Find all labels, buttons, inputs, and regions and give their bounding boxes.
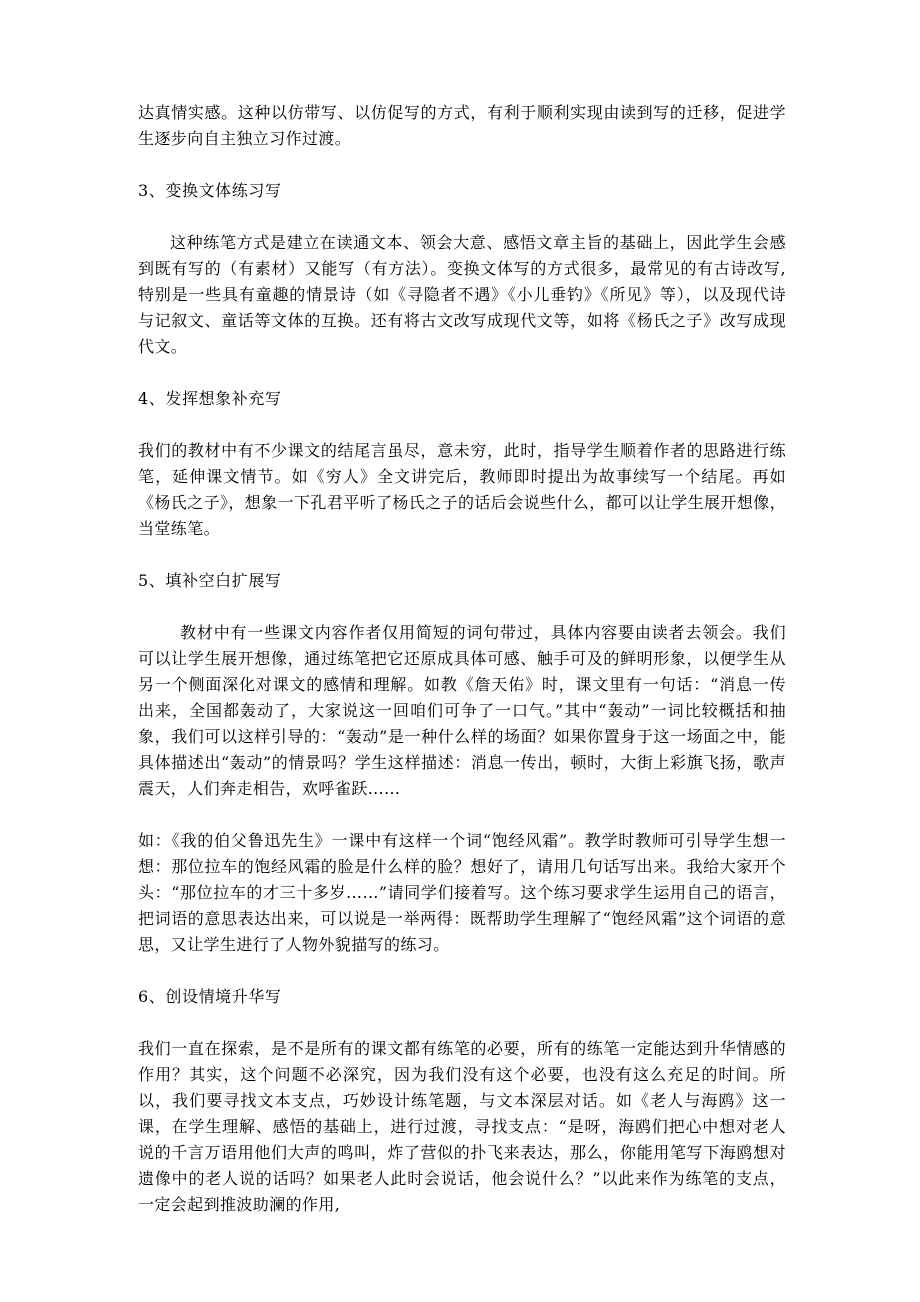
paragraph-gap: [138, 594, 786, 620]
paragraph-intro: 达真情实感。这种以仿带写、以仿促写的方式，有利于顺利实现由读到写的迁移，促进学生逐步向自主独立习作过渡。: [138, 103, 786, 148]
document-page: [138, 100, 786, 1218]
section-heading-6: 6、创设情境升华写: [138, 987, 282, 1006]
paragraph-section-5b: 如：《我的伯父鲁迅先生》一课中有这样一个词“饱经风霜”。教学时教师可引导学生想一想：那位拉车的饱经风霜的脸是什么样的脸？想好了，请用几句话写出来。我给大家开个头：“那位拉车的才三十多岁……”请同学们接着写。这个练习要求学生运用自己的语言，把词语的意思表达出来，可以说是一举两得：既帮助学生理解了“饱经风霜”这个词语的意思，又让学生进行了人物外貌描写的练习。: [138, 831, 786, 954]
paragraph-gap: [138, 802, 786, 828]
paragraph-section-3: 这种练笔方式是建立在读通文本、领会大意、感悟文章主旨的基础上，因此学生会感到既有写的（有素材）又能写（有方法）。变换文体写的方式很多，最常见的有古诗改写,特别是一些具有童趣的情景诗（如《寻隐者不遇》《小儿垂钓》《所见》等），以及现代诗与记叙文、童话等文体的互换。还有将古文改写成现代文等，如将《杨氏之子》改写成现代文。: [138, 233, 786, 356]
paragraph-gap: [138, 412, 786, 438]
paragraph-section-5a: 教材中有一些课文内容作者仅用简短的词句带过，具体内容要由读者去领会。我们可以让学生展开想像，通过练笔把它还原成具体可感、触手可及的鲜明形象，以便学生从另一个侧面深化对课文的感情和理解。如教《詹天佑》时，课文里有一句话：“消息一传出来，全国都轰动了，大家说这一回咱们可争了一口气。”其中“轰动”一词比较概括和抽象，我们可以这样引导的：“轰动”是一种什么样的场面？如果你置身于这一场面之中，能具体描述出“轰动”的情景吗？学生这样描述：消息一传出，顿时，大街上彩旗飞扬，歌声震天，人们奔走相告，欢呼雀跃……: [138, 623, 786, 798]
section-heading-3: 3、变换文体练习写: [138, 181, 282, 200]
paragraph-gap: [138, 360, 786, 386]
paragraph-gap: [138, 152, 786, 178]
paragraph-section-4: 我们的教材中有不少课文的结尾言虽尽，意未穷，此时，指导学生顺着作者的思路进行练笔，延伸课文情节。如《穷人》全文讲完后，教师即时提出为故事续写一个结尾。再如《杨氏之子》，想象一下孔君平听了杨氏之子的话后会说些什么，都可以让学生展开想像，当堂练笔。: [138, 441, 787, 538]
paragraph-gap: [138, 204, 786, 230]
paragraph-gap: [138, 542, 786, 568]
paragraph-gap: [138, 1010, 786, 1036]
section-heading-5: 5、填补空白扩展写: [138, 571, 282, 590]
section-heading-4: 4、发挥想象补充写: [138, 389, 282, 408]
paragraph-section-6: 我们一直在探索，是不是所有的课文都有练笔的必要，所有的练笔一定能达到升华情感的作用？其实，这个问题不必深究，因为我们没有这个必要，也没有这么充足的时间。所以，我们要寻找文本支点，巧妙设计练笔题，与文本深层对话。如《老人与海鸥》这一课，在学生理解、感悟的基础上，进行过渡，寻找支点：“是呀，海鸥们把心中想对老人说的千言万语用他们大声的鸣叫，炸了营似的扑飞来表达，那么，你能用笔写下海鸥想对遗像中的老人说的话吗？如果老人此时会说话，他会说什么？”以此来作为练笔的支点，一定会起到推波助澜的作用,: [138, 1039, 786, 1214]
paragraph-gap: [138, 958, 786, 984]
